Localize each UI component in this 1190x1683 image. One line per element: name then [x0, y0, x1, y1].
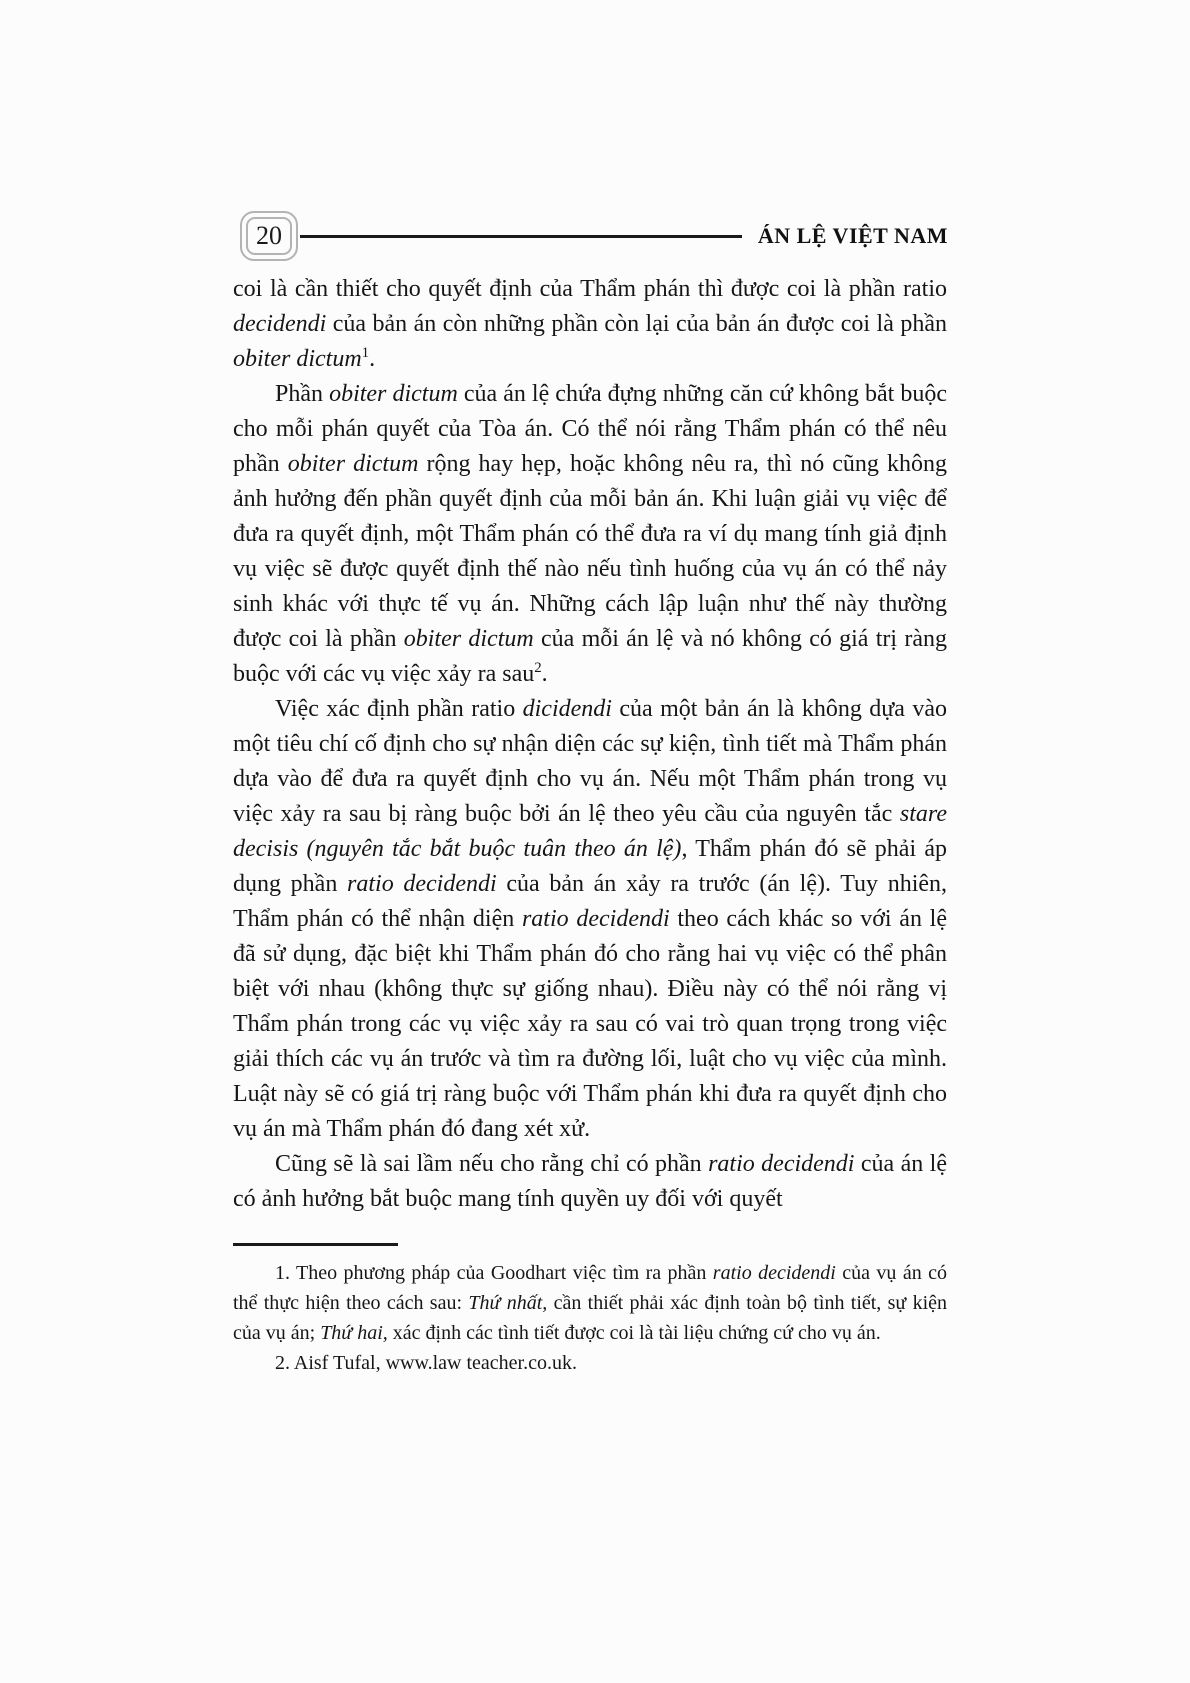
- text-run: ratio decidendi: [521, 906, 670, 932]
- paragraph: [233, 272, 947, 377]
- text-run: , Thẩm phán đó sẽ phải áp dụng phần: [233, 836, 948, 897]
- text-run: Cũng sẽ là sai lầm nếu cho rằng chỉ có phần: [275, 1151, 709, 1177]
- running-head-title: ÁN LỆ VIỆT NAM: [757, 223, 948, 248]
- text-run: của án lệ chứa đựng những căn cứ không bắt buộc cho mỗi phán quyết của Tòa án. Có thể nói rằng Thẩm phán có thể nêu phần: [233, 381, 947, 477]
- text-run: stare decisis (nguyên tắc bắt buộc tuân theo án lệ): [233, 801, 947, 862]
- text-run: 2. Aisf Tufal, www.law teacher.co.uk.: [275, 1352, 577, 1374]
- paragraph: [233, 377, 947, 692]
- text-run: Thứ hai,: [320, 1322, 388, 1344]
- paragraph: [233, 692, 947, 1147]
- footnote: [233, 1348, 947, 1378]
- text-run: của bản án còn những phần còn lại của bản án được coi là phần: [326, 311, 947, 337]
- text-run: xác định các tình tiết được coi là tài liệu chứng cứ cho vụ án.: [387, 1322, 881, 1344]
- text-run: dicidendi: [522, 696, 612, 722]
- text-run: .: [369, 346, 376, 372]
- footnote: [233, 1258, 947, 1348]
- text-run: Việc xác định phần ratio: [275, 696, 523, 722]
- text-run: Phần: [275, 381, 330, 407]
- text-run: cần thiết phải xác định toàn bộ tình tiết, sự kiện của vụ án;: [233, 1292, 948, 1344]
- footnote-reference: 2: [534, 660, 542, 676]
- page-content: [233, 272, 947, 1378]
- footnotes-list: [233, 1258, 947, 1378]
- page-number: 20: [246, 217, 292, 255]
- body-paragraphs: [233, 272, 947, 1217]
- page-number-box: [240, 211, 298, 261]
- text-run: obiter dictum: [329, 381, 458, 407]
- text-run: ratio decidendi: [347, 871, 497, 897]
- text-run: ratio decidendi: [708, 1151, 855, 1177]
- footnote-rule: [233, 1243, 398, 1246]
- text-run: obiter dictum: [233, 346, 362, 372]
- text-run: ratio decidendi: [712, 1262, 836, 1284]
- text-run: decidendi: [233, 311, 327, 337]
- text-run: Thứ nhất,: [468, 1292, 548, 1314]
- text-run: của mỗi án lệ và nó không có giá trị ràng buộc với các vụ việc xảy ra sau: [233, 626, 947, 687]
- text-run: của án lệ có ảnh hưởng bắt buộc mang tính quyền uy đối với quyết: [233, 1151, 948, 1212]
- text-run: theo cách khác so với án lệ đã sử dụng, đặc biệt khi Thẩm phán đó cho rằng hai vụ việc có thể phân biệt với nhau (không thực sự giống nhau). Điều này có thể nói rằng vị Thẩm phán trong các vụ việc xảy ra sau có vai trò quan trọng trong việc giải thích các vụ án trước và tìm ra đường lối, luật cho vụ việc của mình. Luật này sẽ có giá trị ràng buộc với Thẩm phán khi đưa ra quyết định cho vụ án mà Thẩm phán đó đang xét xử.: [233, 906, 948, 1142]
- text-run: obiter dictum: [287, 451, 419, 477]
- text-run: obiter dictum: [403, 626, 534, 652]
- paragraph: [233, 1147, 947, 1217]
- text-run: của bản án xảy ra trước (án lệ). Tuy nhiên, Thẩm phán có thể nhận diện: [233, 871, 948, 932]
- running-head: [240, 210, 948, 262]
- text-run: coi là cần thiết cho quyết định của Thẩm phán thì được coi là phần ratio: [233, 276, 947, 302]
- text-run: .: [541, 661, 548, 687]
- text-run: rộng hay hẹp, hoặc không nêu ra, thì nó cũng không ảnh hưởng đến phần quyết định của mỗi bản án. Khi luận giải vụ việc để đưa ra quyết định, một Thẩm phán có thể đưa ra ví dụ mang tính giả định vụ việc sẽ được quyết định thế nào nếu tình huống của vụ án có thể nảy sinh khác với thực tế vụ án. Những cách lập luận như thế này thường được coi là phần: [233, 451, 947, 652]
- text-run: của một bản án là không dựa vào một tiêu chí cố định cho sự nhận diện các sự kiện, tình tiết mà Thẩm phán dựa vào để đưa ra quyết định cho vụ án. Nếu một Thẩm phán trong vụ việc xảy ra sau bị ràng buộc bởi án lệ theo yêu cầu của nguyên tắc: [233, 696, 948, 827]
- footnote-reference: 1: [361, 345, 370, 361]
- header-rule: [300, 235, 742, 238]
- text-run: của vụ án có thể thực hiện theo cách sau:: [233, 1262, 948, 1314]
- text-run: 1. Theo phương pháp của Goodhart việc tìm ra phần: [275, 1262, 713, 1284]
